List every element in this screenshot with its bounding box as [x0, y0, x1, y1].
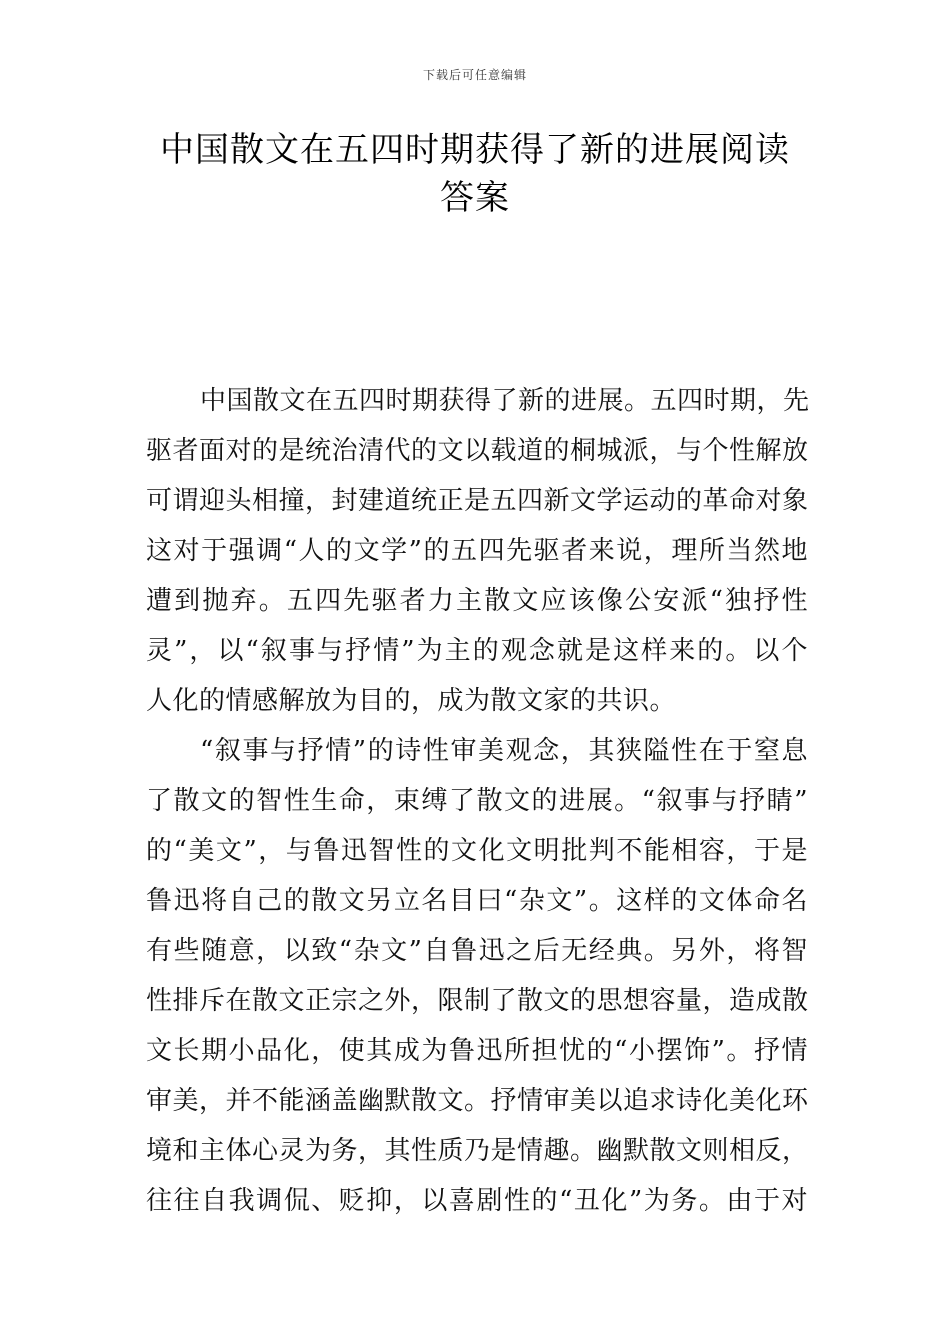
text-line: 中国散文在五四时期获得了新的进展。五四时期，先 [200, 386, 810, 416]
body-text [146, 376, 808, 1226]
text-line: 驱者面对的是统治清代的文以载道的桐城派，与个性解放 [146, 436, 809, 466]
title-line-2: 答案 [440, 178, 510, 218]
text-line: 有些随意，以致“杂文”自鲁迅之后无经典。另外，将智 [146, 936, 808, 966]
text-line: 境和主体心灵为务，其性质乃是情趣。幽默散文则相反， [146, 1136, 809, 1166]
text-line: 人化的情感解放为目的，成为散文家的共识。 [146, 686, 677, 716]
paragraph-2 [146, 726, 808, 1226]
text-line: 性排斥在散文正宗之外，限制了散文的思想容量，造成散 [146, 986, 809, 1016]
text-line: 这对于强调“人的文学”的五四先驱者来说，理所当然地 [146, 536, 808, 566]
text-line: 遭到抛弃。五四先驱者力主散文应该像公安派“独抒性 [146, 586, 808, 616]
text-line: “叙事与抒情”的诗性审美观念，其狭隘性在于窒息 [200, 736, 808, 766]
text-line: 文长期小品化，使其成为鲁迅所担忧的“小摆饰”。抒情 [146, 1036, 808, 1066]
title-line-1: 中国散文在五四时期获得了新的进展阅读 [160, 130, 790, 170]
text-line: 的“美文”，与鲁迅智性的文化文明批判不能相容，于是 [146, 836, 808, 866]
text-line: 往往自我调侃、贬抑，以喜剧性的“丑化”为务。由于对 [146, 1186, 808, 1216]
document-title [120, 126, 830, 222]
text-line: 鲁迅将自己的散文另立名目曰“杂文”。这样的文体命名 [146, 886, 808, 916]
text-line: 灵”，以“叙事与抒情”为主的观念就是这样来的。以个 [146, 636, 808, 666]
header-note: 下载后可任意编辑 [422, 68, 527, 82]
text-line: 审美，并不能涵盖幽默散文。抒情审美以追求诗化美化环 [146, 1086, 809, 1116]
text-line: 可谓迎头相撞，封建道统正是五四新文学运动的革命对象 [146, 486, 809, 516]
paragraph-1 [146, 376, 808, 726]
text-line: 了散文的智性生命，束缚了散文的进展。“叙事与抒睛” [146, 786, 808, 816]
